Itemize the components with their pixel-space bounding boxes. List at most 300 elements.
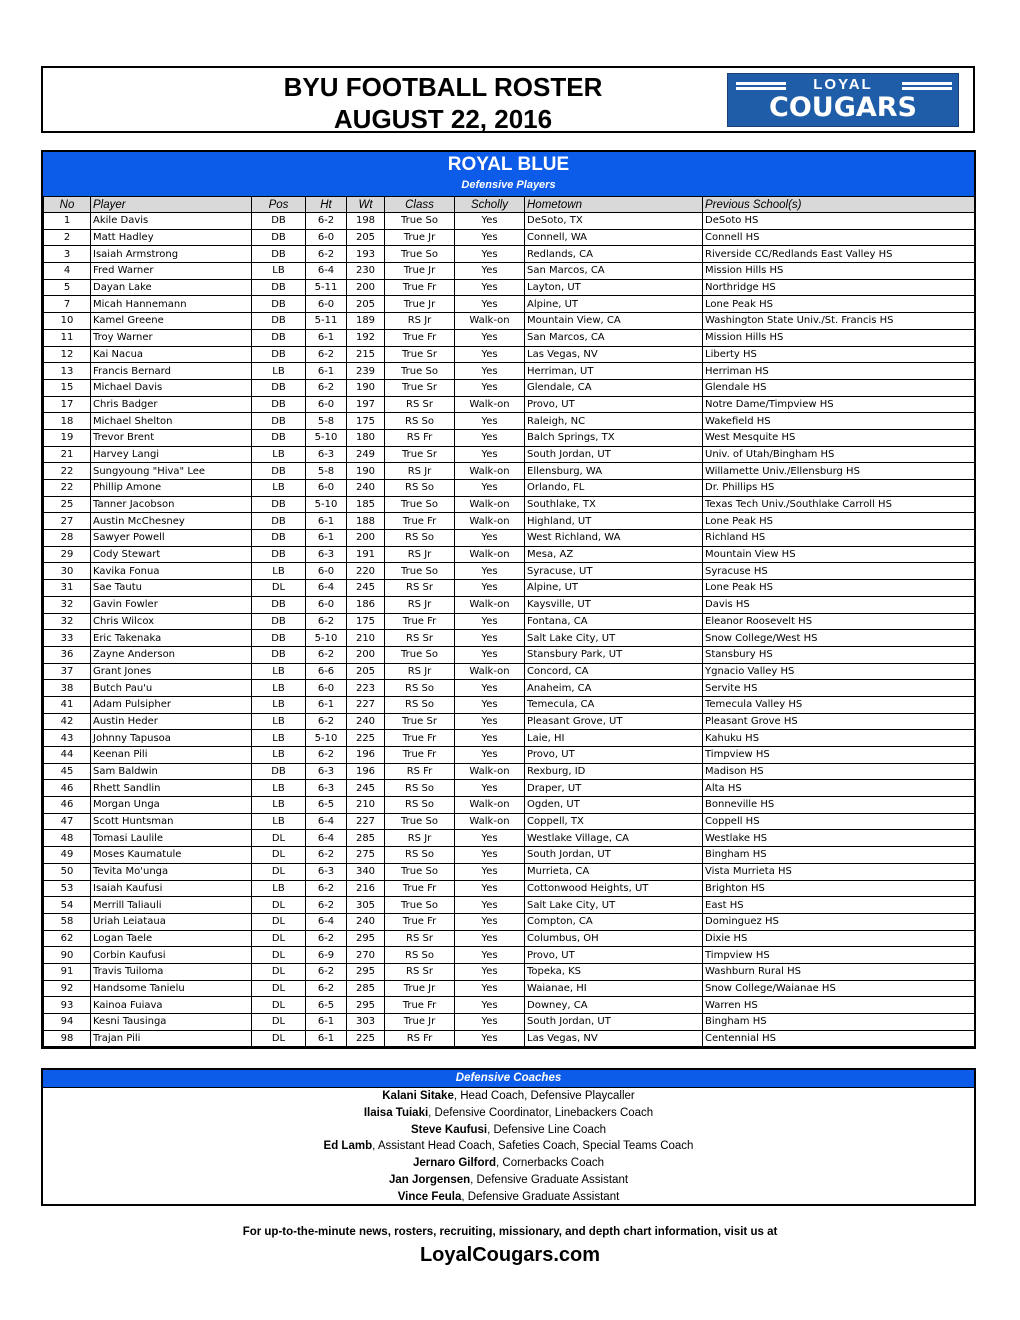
col-previous-school-cell: Bonneville HS [703, 797, 975, 814]
col-previous-school-cell: Davis HS [703, 596, 975, 613]
col-player-cell: Johnny Tapusoa [91, 730, 252, 747]
col-hometown-cell: Pleasant Grove, UT [525, 713, 703, 730]
col-no-cell: 25 [44, 496, 91, 513]
col-scholly-cell: Yes [455, 613, 525, 630]
table-row [44, 580, 975, 597]
col-scholly-cell: Yes [455, 580, 525, 597]
col-ht-cell: 5-8 [306, 413, 347, 430]
col-player-cell: Kavika Fonua [91, 563, 252, 580]
col-class-cell: RS Sr [385, 396, 455, 413]
col-class-cell: True Jr [385, 1014, 455, 1031]
col-scholly-cell: Yes [455, 346, 525, 363]
col-hometown-cell: DeSoto, TX [525, 213, 703, 230]
col-player-cell: Corbin Kaufusi [91, 947, 252, 964]
col-class-cell: RS So [385, 847, 455, 864]
table-row [44, 613, 975, 630]
col-previous-school-cell: Stansbury HS [703, 646, 975, 663]
col-no-cell: 58 [44, 913, 91, 930]
col-class-cell: RS Sr [385, 930, 455, 947]
col-player-cell: Adam Pulsipher [91, 696, 252, 713]
col-pos-cell: DL [252, 947, 306, 964]
col-pos-cell: DL [252, 1014, 306, 1031]
col-wt-header: Wt [347, 197, 385, 213]
col-scholly-cell: Yes [455, 963, 525, 980]
table-row [44, 930, 975, 947]
col-previous-school-cell: Northridge HS [703, 279, 975, 296]
col-wt-cell: 225 [347, 730, 385, 747]
col-previous-school-cell: Westlake HS [703, 830, 975, 847]
col-class-cell: True Jr [385, 296, 455, 313]
col-hometown-cell: Temecula, CA [525, 696, 703, 713]
col-wt-cell: 210 [347, 630, 385, 647]
col-hometown-cell: Layton, UT [525, 279, 703, 296]
table-row [44, 229, 975, 246]
roster-table [43, 196, 975, 1047]
coach-entry [43, 1105, 974, 1122]
col-class-cell: True Jr [385, 263, 455, 280]
col-hometown-cell: South Jordan, UT [525, 1014, 703, 1031]
col-no-cell: 33 [44, 630, 91, 647]
table-row [44, 213, 975, 230]
col-previous-school-cell: Dr. Phillips HS [703, 480, 975, 497]
col-pos-cell: LB [252, 480, 306, 497]
col-no-cell: 37 [44, 663, 91, 680]
col-hometown-cell: Glendale, CA [525, 379, 703, 396]
col-player-cell: Rhett Sandlin [91, 780, 252, 797]
col-ht-cell: 6-1 [306, 696, 347, 713]
col-hometown-cell: Ellensburg, WA [525, 463, 703, 480]
table-row [44, 797, 975, 814]
col-previous-school-header: Previous School(s) [703, 197, 975, 213]
col-wt-cell: 190 [347, 463, 385, 480]
col-pos-cell: LB [252, 263, 306, 280]
coach-name: Ed Lamb [323, 1140, 373, 1153]
col-wt-cell: 186 [347, 596, 385, 613]
col-hometown-cell: Balch Springs, TX [525, 429, 703, 446]
table-row [44, 1030, 975, 1047]
col-class-cell: True So [385, 863, 455, 880]
col-ht-cell: 5-10 [306, 496, 347, 513]
coach-entry [43, 1155, 974, 1172]
col-class-cell: True Fr [385, 747, 455, 764]
col-class-cell: RS Fr [385, 1030, 455, 1047]
col-no-cell: 49 [44, 847, 91, 864]
col-no-cell: 42 [44, 713, 91, 730]
col-hometown-cell: Cottonwood Heights, UT [525, 880, 703, 897]
col-ht-cell: 6-0 [306, 596, 347, 613]
col-scholly-cell: Walk-on [455, 763, 525, 780]
table-row [44, 747, 975, 764]
table-row [44, 663, 975, 680]
col-ht-cell: 6-2 [306, 880, 347, 897]
col-ht-cell: 6-4 [306, 813, 347, 830]
col-class-cell: RS Jr [385, 463, 455, 480]
col-scholly-cell: Yes [455, 329, 525, 346]
col-wt-cell: 275 [347, 847, 385, 864]
table-row [44, 863, 975, 880]
col-scholly-cell: Yes [455, 296, 525, 313]
col-ht-cell: 6-0 [306, 396, 347, 413]
col-pos-cell: DL [252, 897, 306, 914]
col-wt-cell: 240 [347, 913, 385, 930]
col-no-cell: 31 [44, 580, 91, 597]
col-previous-school-cell: Willamette Univ./Ellensburg HS [703, 463, 975, 480]
col-previous-school-cell: Bingham HS [703, 847, 975, 864]
col-wt-cell: 205 [347, 663, 385, 680]
col-previous-school-cell: Notre Dame/Timpview HS [703, 396, 975, 413]
col-wt-cell: 285 [347, 980, 385, 997]
col-scholly-cell: Yes [455, 780, 525, 797]
col-wt-cell: 215 [347, 346, 385, 363]
col-player-cell: Francis Bernard [91, 363, 252, 380]
col-no-cell: 46 [44, 797, 91, 814]
coach-name: Ilaisa Tuiaki [363, 1106, 429, 1119]
col-scholly-cell: Yes [455, 930, 525, 947]
col-pos-cell: LB [252, 696, 306, 713]
table-row [44, 313, 975, 330]
table-row [44, 396, 975, 413]
footer-note: For up-to-the-minute news, rosters, recruiting, missionary, and depth chart information, visit us at [242, 1226, 778, 1238]
col-previous-school-cell: Syracuse HS [703, 563, 975, 580]
col-ht-cell: 5-10 [306, 429, 347, 446]
col-no-cell: 92 [44, 980, 91, 997]
coach-role: , Assistant Head Coach, Safeties Coach, Special Teams Coach [372, 1140, 694, 1153]
table-row [44, 830, 975, 847]
table-row [44, 847, 975, 864]
col-wt-cell: 205 [347, 229, 385, 246]
col-class-cell: True So [385, 213, 455, 230]
col-no-cell: 43 [44, 730, 91, 747]
col-pos-cell: DL [252, 847, 306, 864]
col-hometown-cell: Kaysville, UT [525, 596, 703, 613]
col-class-cell: RS Jr [385, 830, 455, 847]
col-player-cell: Tevita Mo'unga [91, 863, 252, 880]
col-ht-cell: 6-3 [306, 546, 347, 563]
col-hometown-cell: Provo, UT [525, 747, 703, 764]
col-wt-cell: 227 [347, 813, 385, 830]
col-no-cell: 90 [44, 947, 91, 964]
col-scholly-cell: Walk-on [455, 546, 525, 563]
col-class-cell: True Fr [385, 513, 455, 530]
col-class-cell: RS Fr [385, 429, 455, 446]
col-ht-cell: 6-0 [306, 296, 347, 313]
col-ht-cell: 6-4 [306, 263, 347, 280]
coach-name: Jan Jorgensen [388, 1173, 471, 1186]
col-player-cell: Scott Huntsman [91, 813, 252, 830]
col-wt-cell: 200 [347, 530, 385, 547]
col-pos-cell: DB [252, 279, 306, 296]
table-row [44, 880, 975, 897]
col-ht-cell: 6-2 [306, 713, 347, 730]
col-hometown-cell: Southlake, TX [525, 496, 703, 513]
coach-role: , Defensive Graduate Assistant [470, 1173, 629, 1186]
col-hometown-cell: Alpine, UT [525, 580, 703, 597]
col-hometown-cell: Coppell, TX [525, 813, 703, 830]
col-ht-cell: 6-0 [306, 680, 347, 697]
col-pos-cell: LB [252, 880, 306, 897]
col-class-cell: RS So [385, 780, 455, 797]
col-wt-cell: 223 [347, 680, 385, 697]
col-no-cell: 4 [44, 263, 91, 280]
col-ht-cell: 5-11 [306, 313, 347, 330]
table-row [44, 596, 975, 613]
col-no-cell: 93 [44, 997, 91, 1014]
col-scholly-cell: Yes [455, 680, 525, 697]
col-no-cell: 29 [44, 546, 91, 563]
col-class-cell: RS Fr [385, 763, 455, 780]
page-date: AUGUST 22, 2016 [333, 104, 553, 134]
col-scholly-cell: Yes [455, 379, 525, 396]
col-no-cell: 18 [44, 413, 91, 430]
col-wt-cell: 185 [347, 496, 385, 513]
col-wt-cell: 249 [347, 446, 385, 463]
col-previous-school-cell: Eleanor Roosevelt HS [703, 613, 975, 630]
col-pos-cell: LB [252, 730, 306, 747]
col-previous-school-cell: Snow College/West HS [703, 630, 975, 647]
col-player-cell: Keenan Pili [91, 747, 252, 764]
col-pos-cell: DB [252, 296, 306, 313]
col-hometown-cell: San Marcos, CA [525, 329, 703, 346]
col-player-cell: Dayan Lake [91, 279, 252, 296]
coaches-title: Defensive Coaches [43, 1070, 974, 1088]
col-pos-cell: DB [252, 246, 306, 263]
col-wt-cell: 240 [347, 713, 385, 730]
col-wt-cell: 190 [347, 379, 385, 396]
table-row [44, 913, 975, 930]
col-scholly-cell: Yes [455, 530, 525, 547]
col-ht-cell: 6-2 [306, 646, 347, 663]
col-ht-cell: 6-1 [306, 329, 347, 346]
col-player-cell: Harvey Langi [91, 446, 252, 463]
col-wt-cell: 305 [347, 897, 385, 914]
col-class-cell: True Sr [385, 446, 455, 463]
col-player-cell: Austin McChesney [91, 513, 252, 530]
col-wt-cell: 175 [347, 413, 385, 430]
col-no-cell: 10 [44, 313, 91, 330]
col-class-cell: True So [385, 363, 455, 380]
col-hometown-cell: Connell, WA [525, 229, 703, 246]
col-ht-cell: 6-4 [306, 830, 347, 847]
col-ht-header: Ht [306, 197, 347, 213]
col-class-cell: True Fr [385, 613, 455, 630]
col-wt-cell: 175 [347, 613, 385, 630]
col-ht-cell: 6-3 [306, 446, 347, 463]
col-class-cell: RS Sr [385, 963, 455, 980]
coach-entry [43, 1088, 974, 1105]
table-row [44, 780, 975, 797]
col-scholly-cell: Yes [455, 1030, 525, 1047]
table-row [44, 530, 975, 547]
col-scholly-cell: Yes [455, 880, 525, 897]
col-pos-cell: DB [252, 313, 306, 330]
col-player-cell: Phillip Amone [91, 480, 252, 497]
col-pos-cell: DB [252, 229, 306, 246]
col-class-cell: True Sr [385, 346, 455, 363]
table-row [44, 413, 975, 430]
col-class-cell: RS So [385, 680, 455, 697]
table-row [44, 429, 975, 446]
col-hometown-cell: Provo, UT [525, 396, 703, 413]
col-wt-cell: 210 [347, 797, 385, 814]
coach-list [43, 1088, 974, 1206]
col-scholly-cell: Yes [455, 847, 525, 864]
col-ht-cell: 6-5 [306, 797, 347, 814]
col-scholly-cell: Yes [455, 913, 525, 930]
col-hometown-cell: Herriman, UT [525, 363, 703, 380]
col-hometown-cell: Las Vegas, NV [525, 1030, 703, 1047]
col-hometown-cell: Salt Lake City, UT [525, 897, 703, 914]
col-pos-cell: DB [252, 413, 306, 430]
col-class-header: Class [385, 197, 455, 213]
col-previous-school-cell: Mission Hills HS [703, 329, 975, 346]
col-scholly-cell: Walk-on [455, 313, 525, 330]
col-class-cell: True Fr [385, 997, 455, 1014]
col-pos-cell: LB [252, 780, 306, 797]
col-scholly-cell: Walk-on [455, 596, 525, 613]
col-ht-cell: 6-2 [306, 897, 347, 914]
col-class-cell: RS So [385, 947, 455, 964]
col-player-cell: Sam Baldwin [91, 763, 252, 780]
footer-site-link[interactable]: LoyalCougars.com [419, 1244, 601, 1266]
col-ht-cell: 6-1 [306, 1014, 347, 1031]
col-pos-header: Pos [252, 197, 306, 213]
col-no-cell: 1 [44, 213, 91, 230]
col-wt-cell: 216 [347, 880, 385, 897]
col-ht-cell: 6-5 [306, 997, 347, 1014]
col-previous-school-cell: Mountain View HS [703, 546, 975, 563]
col-previous-school-cell: Bingham HS [703, 1014, 975, 1031]
col-previous-school-cell: Lone Peak HS [703, 580, 975, 597]
coach-entry [43, 1138, 974, 1155]
col-ht-cell: 5-10 [306, 730, 347, 747]
col-previous-school-cell: Snow College/Waianae HS [703, 980, 975, 997]
col-player-cell: Matt Hadley [91, 229, 252, 246]
col-no-cell: 44 [44, 747, 91, 764]
col-previous-school-cell: Glendale HS [703, 379, 975, 396]
section-subtitle: Defensive Players [461, 179, 556, 191]
col-previous-school-cell: Brighton HS [703, 880, 975, 897]
col-class-cell: RS Sr [385, 630, 455, 647]
col-previous-school-cell: Coppell HS [703, 813, 975, 830]
col-scholly-cell: Yes [455, 947, 525, 964]
col-no-cell: 3 [44, 246, 91, 263]
table-header-row [44, 197, 975, 213]
col-hometown-cell: Fontana, CA [525, 613, 703, 630]
col-no-cell: 22 [44, 463, 91, 480]
col-wt-cell: 225 [347, 1030, 385, 1047]
col-no-cell: 36 [44, 646, 91, 663]
col-class-cell: RS So [385, 797, 455, 814]
col-wt-cell: 192 [347, 329, 385, 346]
col-hometown-cell: Ogden, UT [525, 797, 703, 814]
col-player-cell: Fred Warner [91, 263, 252, 280]
col-pos-cell: LB [252, 563, 306, 580]
col-pos-cell: DB [252, 513, 306, 530]
col-previous-school-cell: Univ. of Utah/Bingham HS [703, 446, 975, 463]
col-player-cell: Butch Pau'u [91, 680, 252, 697]
col-ht-cell: 6-2 [306, 613, 347, 630]
col-ht-cell: 6-2 [306, 930, 347, 947]
table-row [44, 980, 975, 997]
col-hometown-cell: South Jordan, UT [525, 847, 703, 864]
col-class-cell: True Sr [385, 713, 455, 730]
col-class-cell: RS Jr [385, 546, 455, 563]
table-row [44, 246, 975, 263]
col-wt-cell: 295 [347, 963, 385, 980]
col-scholly-cell: Yes [455, 747, 525, 764]
col-previous-school-cell: Liberty HS [703, 346, 975, 363]
col-wt-cell: 205 [347, 296, 385, 313]
col-scholly-cell: Walk-on [455, 513, 525, 530]
col-class-cell: True Fr [385, 329, 455, 346]
col-wt-cell: 295 [347, 930, 385, 947]
col-no-cell: 53 [44, 880, 91, 897]
roster-body [44, 213, 975, 1047]
col-player-cell: Moses Kaumatule [91, 847, 252, 864]
table-row [44, 997, 975, 1014]
col-ht-cell: 6-2 [306, 213, 347, 230]
col-scholly-cell: Yes [455, 713, 525, 730]
col-pos-cell: LB [252, 363, 306, 380]
col-hometown-cell: Draper, UT [525, 780, 703, 797]
table-row [44, 1014, 975, 1031]
col-hometown-cell: Downey, CA [525, 997, 703, 1014]
col-no-cell: 15 [44, 379, 91, 396]
col-class-cell: RS Jr [385, 313, 455, 330]
col-no-cell: 62 [44, 930, 91, 947]
col-pos-cell: DB [252, 396, 306, 413]
col-previous-school-cell: Dixie HS [703, 930, 975, 947]
col-scholly-cell: Yes [455, 229, 525, 246]
table-row [44, 646, 975, 663]
coach-entry [43, 1189, 974, 1206]
col-class-cell: RS Sr [385, 580, 455, 597]
col-player-cell: Gavin Fowler [91, 596, 252, 613]
col-ht-cell: 6-4 [306, 913, 347, 930]
col-wt-cell: 188 [347, 513, 385, 530]
col-ht-cell: 6-2 [306, 246, 347, 263]
col-no-cell: 46 [44, 780, 91, 797]
col-hometown-cell: Topeka, KS [525, 963, 703, 980]
col-scholly-cell: Walk-on [455, 463, 525, 480]
col-pos-cell: DB [252, 463, 306, 480]
col-class-cell: True So [385, 563, 455, 580]
col-player-cell: Austin Heder [91, 713, 252, 730]
logo-text-top: LOYAL [813, 76, 873, 93]
col-hometown-cell: Las Vegas, NV [525, 346, 703, 363]
table-row [44, 463, 975, 480]
col-no-cell: 54 [44, 897, 91, 914]
col-ht-cell: 6-2 [306, 346, 347, 363]
col-previous-school-cell: Wakefield HS [703, 413, 975, 430]
col-previous-school-cell: Connell HS [703, 229, 975, 246]
col-ht-cell: 6-0 [306, 229, 347, 246]
col-no-cell: 2 [44, 229, 91, 246]
col-scholly-cell: Yes [455, 1014, 525, 1031]
col-no-cell: 11 [44, 329, 91, 346]
col-no-cell: 45 [44, 763, 91, 780]
col-hometown-cell: Raleigh, NC [525, 413, 703, 430]
col-player-cell: Troy Warner [91, 329, 252, 346]
col-player-cell: Travis Tuiloma [91, 963, 252, 980]
col-player-cell: Tomasi Laulile [91, 830, 252, 847]
col-pos-cell: DB [252, 496, 306, 513]
col-previous-school-cell: Richland HS [703, 530, 975, 547]
col-player-cell: Trevor Brent [91, 429, 252, 446]
col-player-cell: Isaiah Armstrong [91, 246, 252, 263]
col-class-cell: True So [385, 897, 455, 914]
col-scholly-header: Scholly [455, 197, 525, 213]
